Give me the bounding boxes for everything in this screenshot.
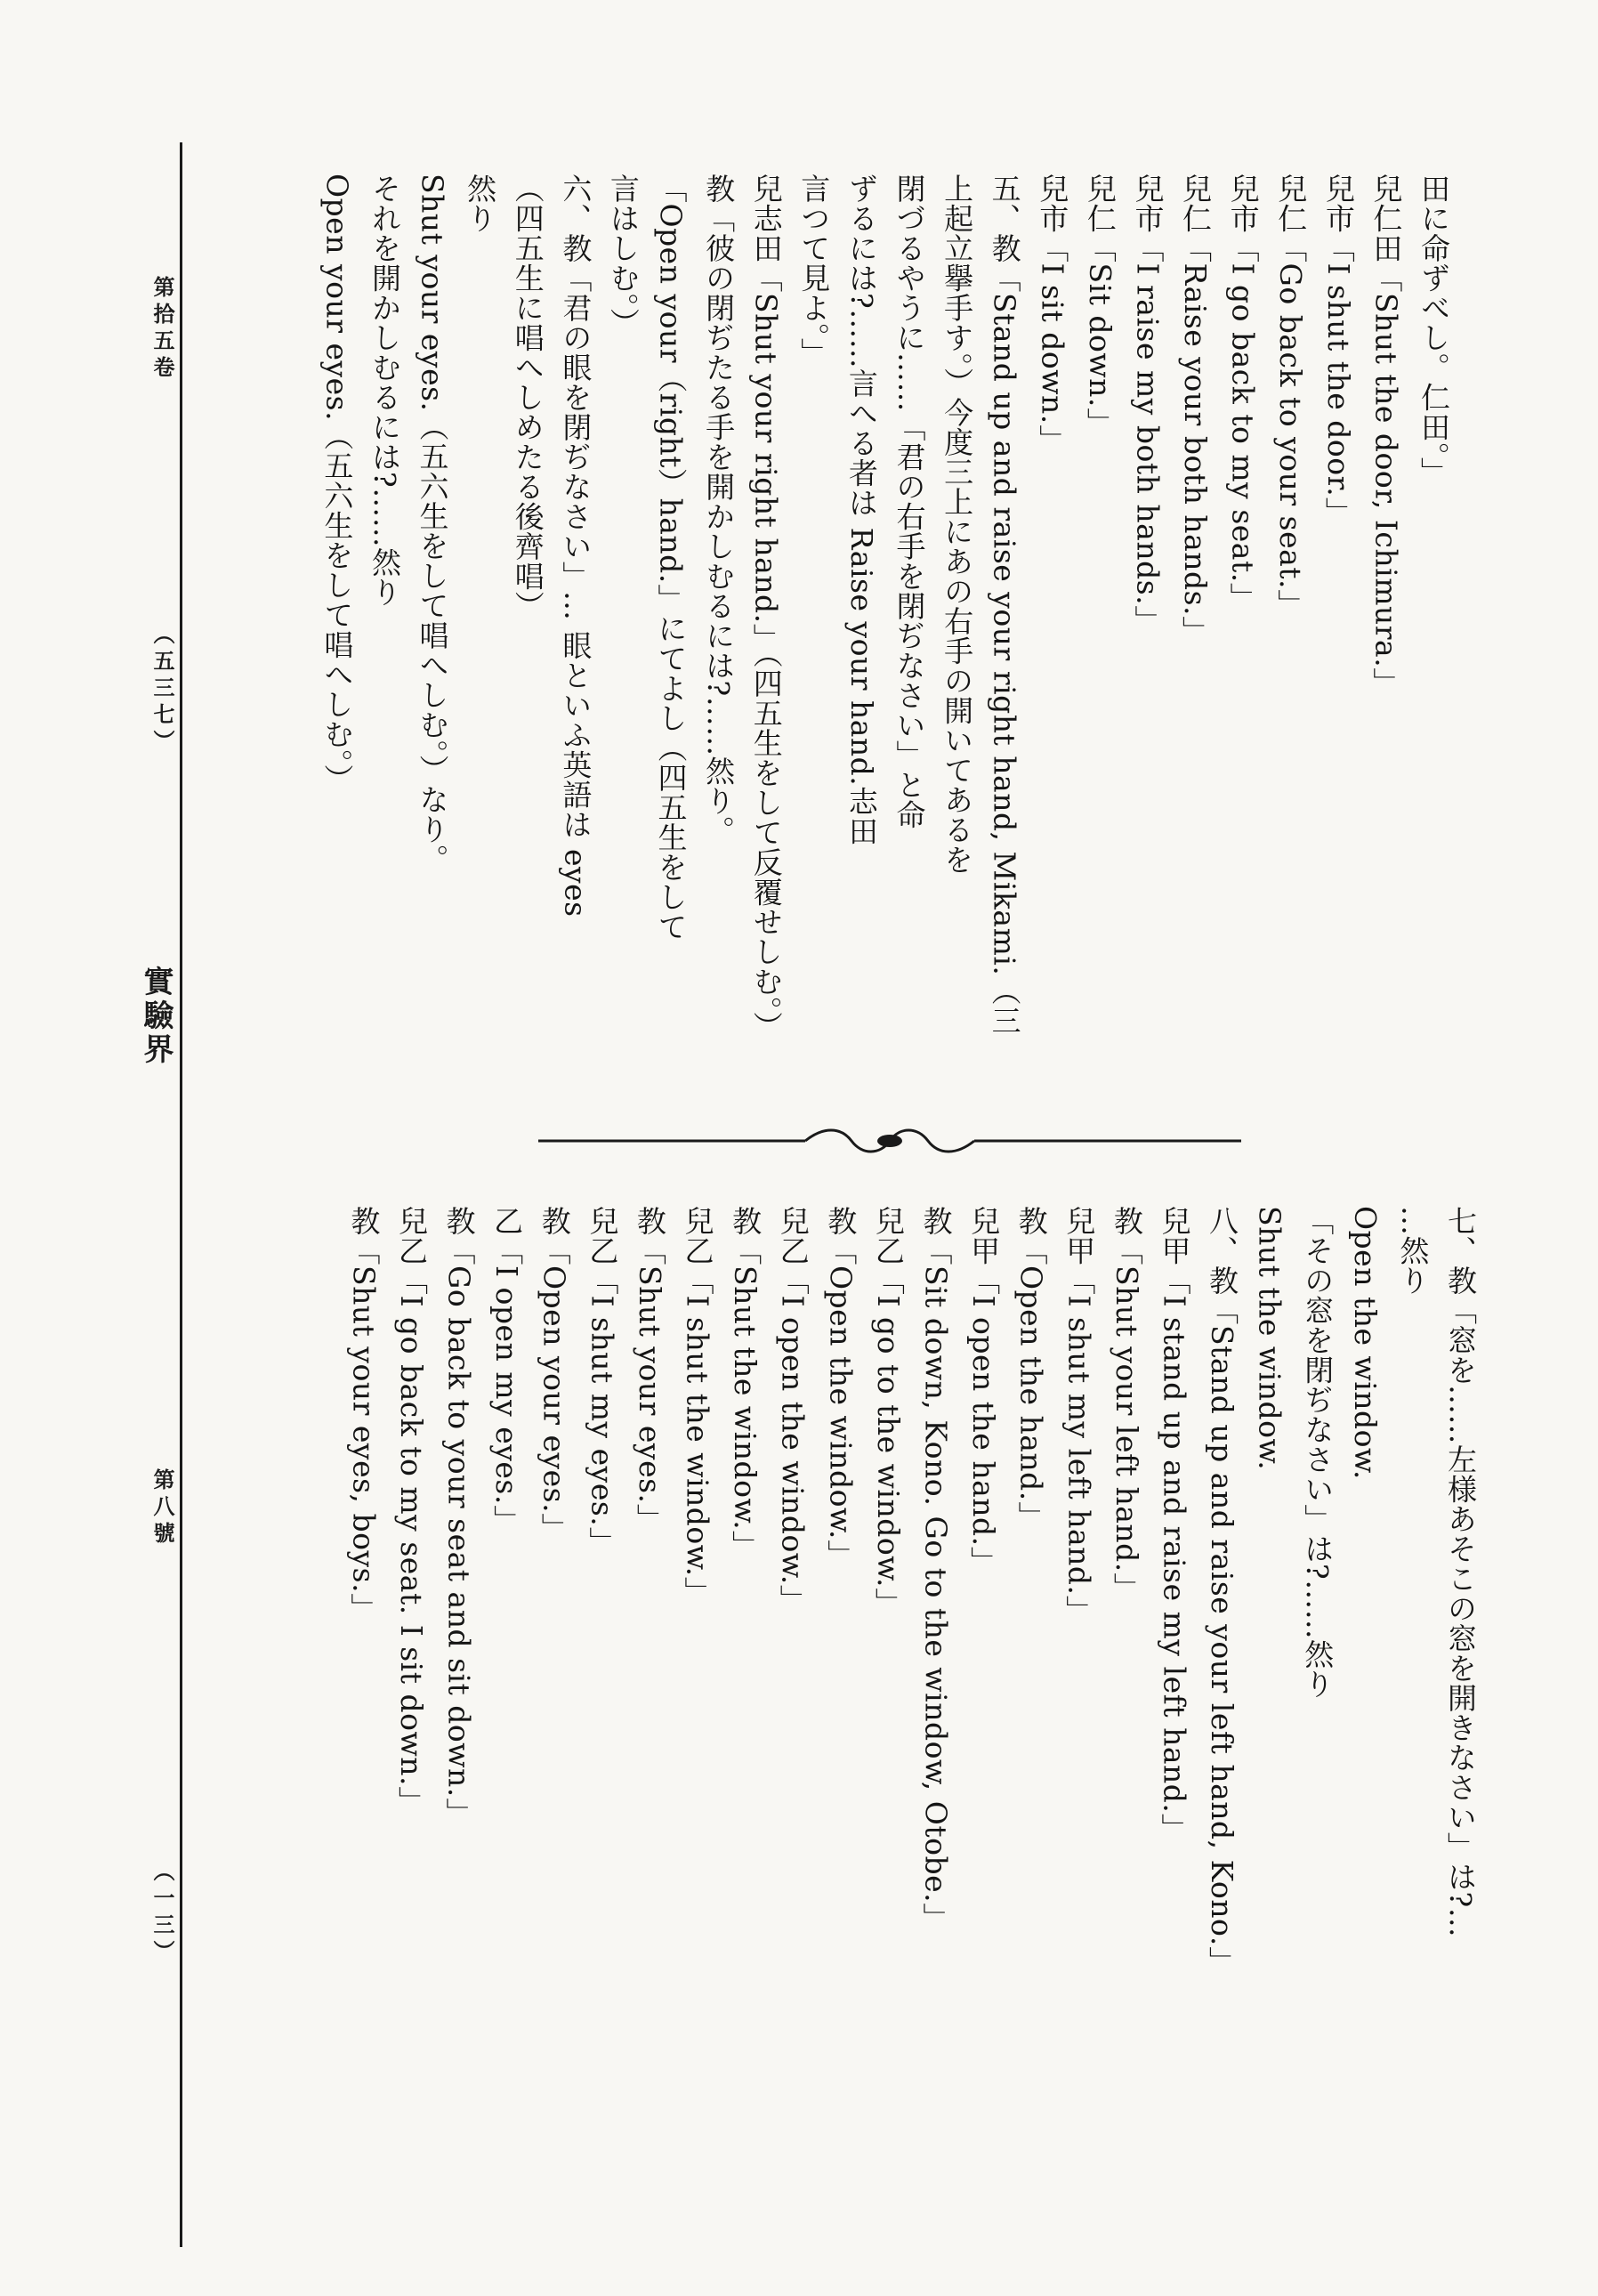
text-line: 八、教「Stand up and raise your left hand, Kono.」: [1205, 1206, 1240, 1977]
text-line: 兒乙「I go back to my seat. I sit down.」: [393, 1206, 429, 1816]
text-line: …然り: [1395, 1206, 1431, 1296]
text-line: Open your eyes.（五六生をして唱へしむ。）: [319, 174, 355, 795]
text-line: 教「Go back to your seat and sit down.」: [441, 1206, 477, 1828]
text-line: それを開かしむるには?……然り: [367, 174, 402, 608]
text-block-top: [313, 174, 1457, 1126]
text-line: 然り: [463, 174, 498, 233]
text-line: 兒仁「Raise your both hands.」: [1178, 174, 1214, 646]
text-line: 兒市「I raise my both hands.」: [1130, 174, 1166, 635]
text-line: 教「Sit down, Kono. Go to the window, Otobe.」: [918, 1206, 954, 1933]
header-magazine-title: 實驗界: [138, 966, 174, 1067]
text-line: 乙「I open my eyes.」: [489, 1206, 525, 1535]
text-line: 七、教「窓を……左様あそこの窓を開きなさい」は?…: [1443, 1206, 1478, 1938]
text-line: 教「Open the hand.」: [1013, 1206, 1049, 1532]
text-line: Open the window.: [1347, 1206, 1383, 1480]
text-line: 兒仁田「Shut the door, Ichimura.」: [1368, 174, 1404, 698]
text-line: 言つて見よ。」: [796, 174, 832, 368]
text-line: 兒乙「I shut the window.」: [680, 1206, 715, 1607]
text-line: Shut the window.: [1252, 1206, 1287, 1471]
text-line: 兒甲「I stand up and raise my left hand.」: [1157, 1206, 1192, 1843]
text-line: 教「Shut your left hand.」: [1109, 1206, 1144, 1603]
text-line: 教「Shut the window.」: [728, 1206, 763, 1560]
text-line: 兒志田「Shut your right hand.」（四五生をして反覆せしむ。）: [748, 174, 784, 1042]
text-line: 教「Shut your eyes, boys.」: [346, 1206, 382, 1623]
text-line: 兒仁「Go back to your seat.」: [1273, 174, 1309, 619]
header-page-total: （五三七）: [149, 623, 175, 756]
text-line: 兒甲「I open the hand.」: [966, 1206, 1002, 1577]
text-line: （四五生に唱へしめたる後齊唱）: [510, 174, 545, 621]
header-volume: 第拾五卷: [149, 276, 175, 383]
text-line: 田に命ずべし。仁田。」: [1416, 174, 1451, 487]
text-block-bottom: [340, 1206, 1484, 2256]
text-line: 言はしむ。）: [605, 174, 641, 338]
text-line: 教「彼の閉ぢたる手を開かしむるには?……然り。: [701, 174, 737, 846]
text-line: 兒市「I go back to my seat.」: [1225, 174, 1261, 613]
text-line: ずるには?……言へる者は Raise your hand.志田: [843, 174, 879, 846]
ornamental-divider: [538, 1123, 1241, 1159]
text-line: 兒乙「I open the window.」: [775, 1206, 811, 1615]
text-line: 六、教「君の眼を閉ぢなさい」… 眼といふ英語は eyes: [558, 174, 593, 918]
text-line: 兒乙「I go to the window.」: [870, 1206, 906, 1618]
text-line: 兒市「I sit down.」: [1035, 174, 1070, 455]
text-line: 「Open your（right）hand.」にてよし（四五生をして: [653, 174, 689, 942]
text-line: 教「Open your eyes.」: [537, 1206, 572, 1543]
text-line: 兒市「I shut the door.」: [1320, 174, 1356, 527]
text-line: 閉づるやうに……「君の右手を閉ぢなさい」と命: [892, 174, 927, 829]
text-line: Shut your eyes.（五六生をして唱へしむ。）なり。: [415, 174, 450, 875]
text-line: 教「Open the window.」: [823, 1206, 859, 1570]
text-line: 上起立擧手す。）今度三上にあの右手の開いてあるを: [940, 174, 975, 875]
text-line: 兒乙「I shut my eyes.」: [585, 1206, 620, 1556]
text-line: 兒仁「Sit down.」: [1082, 174, 1118, 438]
header-issue: 第八號: [149, 1468, 175, 1548]
header-rule: [180, 142, 182, 2247]
header-page-number: （一三）: [149, 1860, 175, 1967]
text-line: 「その窓を閉ぢなさい」は?……然り: [1300, 1206, 1336, 1700]
text-line: 五、教「Stand up and raise your right hand, Mikami.（三: [987, 174, 1022, 1036]
text-line: 教「Shut your eyes.」: [632, 1206, 667, 1534]
text-line: 兒甲「I shut my left hand.」: [1061, 1206, 1097, 1625]
